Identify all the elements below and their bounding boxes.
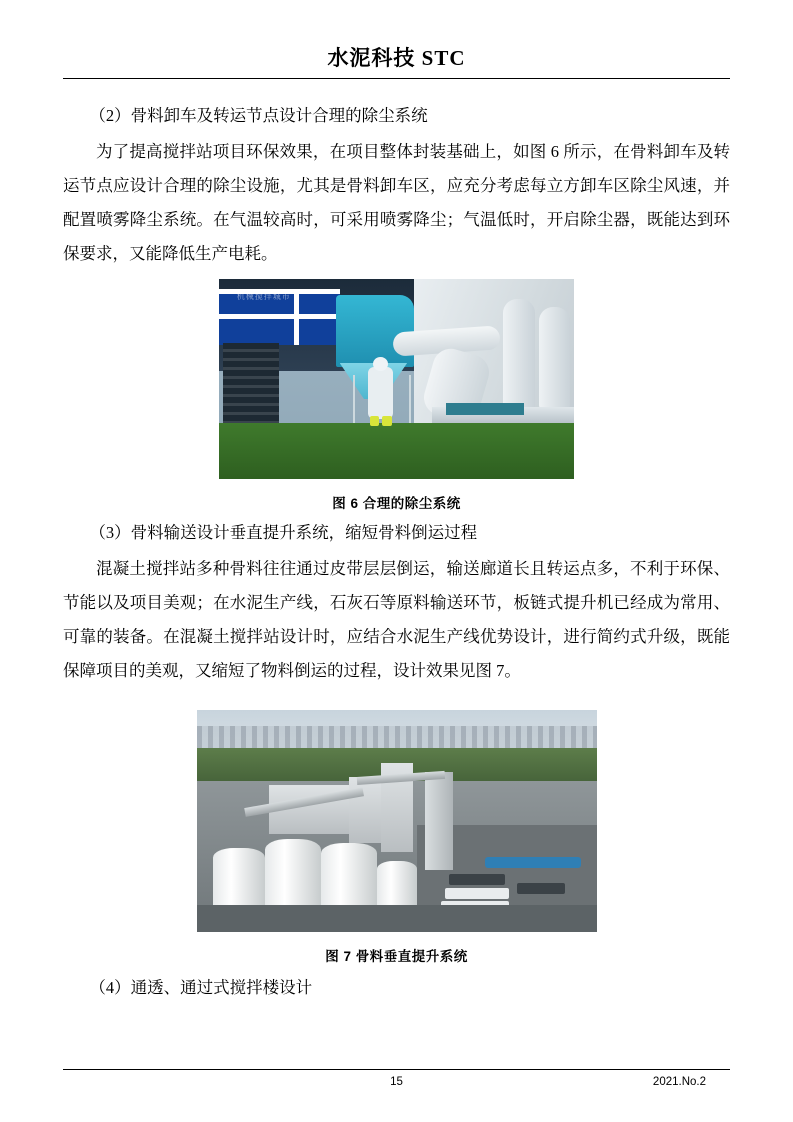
figure-7 [63,710,730,965]
footer-row [63,1076,730,1094]
figure-6-image [219,279,574,479]
page-header [63,30,730,85]
page-content [63,30,730,1090]
heading-section-2: （2）骨料卸车及转运节点设计合理的除尘系统 [89,106,428,125]
document-body [63,85,730,1005]
header-divider [63,78,730,79]
heading-section-4: （4）通透、通过式搅拌楼设计 [89,978,313,997]
fig7-truck [449,874,505,885]
fig6-worker-body [368,367,393,419]
fig6-watermark: 机械搅拌城市 [236,292,291,301]
page-number: 15 [390,1076,403,1088]
fig6-banner-stripe [219,314,340,319]
issue-number: 2021.No.2 [652,1076,706,1088]
fig6-cylinder [503,299,535,415]
heading-section-3: （3）骨料输送设计垂直提升系统，缩短骨料倒运过程 [89,523,478,542]
figure-7-caption: 图 7 骨料垂直提升系统 [325,949,468,964]
figure-6 [63,279,730,512]
fig6-banner-stripe [294,289,299,345]
paragraph-2: 混凝土搅拌站多种骨料往往通过皮带层层倒运，输送廊道长且转运点多，不利于环保、节能以及项目美观；在水泥生产线，石灰石等原料输送环节，板链式提升机已经成为常用、可靠的装备。在混凝土搅拌站设计时，应结合水泥生产线优势设计，进行简约式升级，既能保障项目的美观，又缩短了物料倒运的过程，设计效果见图 7。 [63,559,730,680]
journal-title: 水泥科技 STC [327,46,466,70]
fig6-leg [409,375,411,423]
fig6-worker-boot [370,416,379,426]
fig6-worker-head [373,357,388,371]
footer-divider [63,1069,730,1070]
fig6-leg [353,375,355,423]
paragraph-1: 为了提高搅拌站项目环保效果，在项目整体封装基础上，如图 6 所示，在骨料卸车及转运节点应设计合理的除尘设施，尤其是骨料卸车区，应充分考虑每立方卸车区除尘风速，并配置喷雾降尘系统。在气温较高时，可采用喷雾降尘；气温低时，开启除尘器，既能达到环保要求，又能降低生产电耗。 [63,142,730,263]
fig7-road [197,905,597,932]
figure-7-image [197,710,597,932]
fig7-truck [445,888,509,899]
fig7-vertical-elevator [425,772,453,870]
figure-6-caption: 图 6 合理的除尘系统 [332,496,461,511]
fig7-loading-canopy [485,857,581,868]
page-footer [63,1069,730,1094]
fig6-teal-band [446,403,524,415]
fig7-truck [517,883,565,894]
fig6-worker-boot [382,416,391,426]
fig6-cylinder [539,307,571,411]
fig6-grass [219,423,574,479]
